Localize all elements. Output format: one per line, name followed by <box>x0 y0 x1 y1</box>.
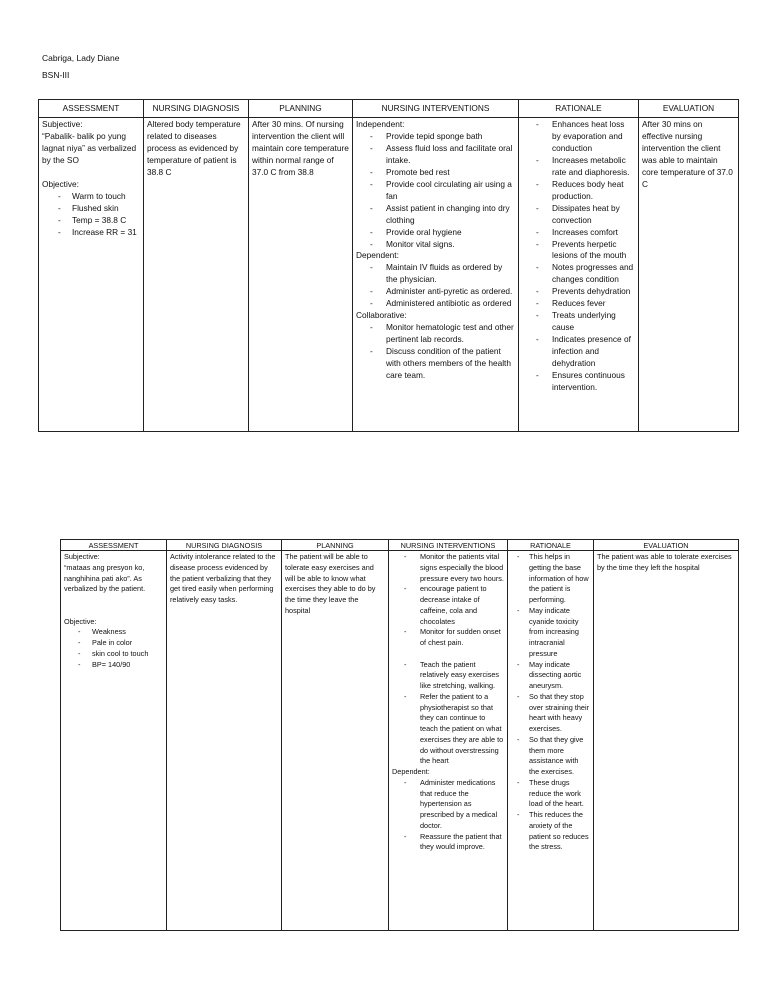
bullet-dash: - <box>370 346 373 357</box>
bullet-dash: - <box>536 226 539 237</box>
list-item-text: Increases metabolic rate and diaphoresis. <box>552 154 630 177</box>
list-item-text: Ensures continuous intervention. <box>552 370 625 392</box>
subjective-text: “mataas ang presyon ko, nanghihina pati ako”. As verbalized by the patient. <box>64 562 146 594</box>
list-item-text: Monitor vital signs. <box>386 238 455 249</box>
list-item-text: Administer medications that reduce the hypertension as prescribed by a medical doctor. <box>420 777 498 830</box>
list-item-text: BP= 140/90 <box>92 659 131 669</box>
bullet-dash: - <box>517 605 520 615</box>
objective-list <box>42 191 140 239</box>
list-item-text: Monitor the patients vital signs especially the blood pressure every two hours. <box>420 552 504 583</box>
list-item <box>522 286 635 298</box>
bullet-dash: - <box>517 659 520 669</box>
student-name: Cabriga, Lady Diane <box>42 53 120 63</box>
list-item-text: So that they give them more assistance with the exercises. <box>529 734 584 776</box>
list-item-text: Flushed skin <box>72 202 119 213</box>
subjective-text: “Pabalik- balik po yung lagnat niya” as verbalized by the SO <box>42 130 137 165</box>
bullet-dash: - <box>536 262 539 273</box>
col-evaluation: EVALUATION <box>594 540 739 551</box>
list-item-text: Monitor for sudden onset of chest pain. <box>420 627 501 647</box>
list-item <box>522 334 635 370</box>
list-item-text: Provide tepid sponge bath <box>386 130 483 141</box>
bullet-dash: - <box>536 310 539 321</box>
list-item-text: Enhances heat loss by evaporation and conduction <box>552 119 625 153</box>
list-item <box>511 606 590 660</box>
list-item <box>356 239 515 251</box>
objective-label: Objective: <box>42 178 79 189</box>
list-item-text: May indicate dissecting aortic aneurysm. <box>529 659 582 690</box>
col-rationale: RATIONALE <box>508 540 594 551</box>
list-item <box>522 370 635 394</box>
evaluation-text: The patient was able to tolerate exercises by the time they left the hospital <box>597 552 732 572</box>
list-item-text: Pale in color <box>92 638 133 647</box>
bullet-dash: - <box>517 810 520 819</box>
list-item-text: Assess fluid loss and facilitate oral intake. <box>386 142 513 165</box>
bullet-dash: - <box>517 691 520 701</box>
list-item <box>522 262 635 286</box>
col-nursing-interventions: NURSING INTERVENTIONS <box>389 540 508 551</box>
list-item <box>42 215 140 227</box>
list-item-text: Promote bed rest <box>386 166 450 177</box>
list-item-text: encourage patient to decrease intake of caffeine, cola and chocolates <box>420 584 487 626</box>
list-item <box>64 660 163 671</box>
assessment-cell <box>61 551 167 931</box>
independent-label: Independent: <box>356 119 405 129</box>
list-item <box>42 191 140 203</box>
list-item-text: So that they stop over straining their heart with heavy exercises. <box>529 691 590 733</box>
list-item <box>356 346 515 382</box>
bullet-dash: - <box>58 214 61 225</box>
independent-list-a <box>392 552 504 649</box>
care-plan-table-1 <box>38 99 739 432</box>
rationale-list <box>511 552 590 853</box>
list-item <box>64 649 163 660</box>
list-item <box>522 203 635 227</box>
bullet-dash: - <box>517 552 520 561</box>
list-item-text: Increases comfort <box>552 226 618 237</box>
list-item-text: Reassure the patient that they would improve. <box>420 831 502 852</box>
objective-list <box>64 627 163 670</box>
col-nursing-diagnosis: NURSING DIAGNOSIS <box>144 100 249 118</box>
bullet-dash: - <box>404 777 407 787</box>
list-item <box>392 627 504 649</box>
list-item-text: Maintain IV fluids as ordered by the physician. <box>386 262 503 285</box>
list-item <box>42 203 140 215</box>
bullet-dash: - <box>58 202 61 213</box>
list-item-text: This reduces the anxiety of the patient so reduces the stress. <box>529 810 589 852</box>
bullet-dash: - <box>370 226 373 237</box>
list-item <box>356 179 515 203</box>
list-item-text: Teach the patient relatively easy exercises like stretching, walking. <box>420 659 500 690</box>
list-item-text: Assist patient in changing into dry clothing <box>386 202 510 225</box>
bullet-dash: - <box>58 190 61 201</box>
list-item-text: Provide oral hygiene <box>386 226 462 237</box>
interventions-cell <box>353 118 519 432</box>
list-item <box>392 660 504 692</box>
list-item <box>356 143 515 167</box>
list-item-text: Provide cool circulating air using a fan <box>386 178 512 201</box>
list-item <box>392 552 504 584</box>
evaluation-cell <box>594 551 739 931</box>
bullet-dash: - <box>517 734 520 744</box>
col-rationale: RATIONALE <box>519 100 639 118</box>
bullet-dash: - <box>404 691 407 701</box>
list-item <box>522 227 635 239</box>
list-item-text: These drugs reduce the work load of the heart. <box>529 777 584 809</box>
bullet-dash: - <box>78 648 81 658</box>
col-assessment: ASSESSMENT <box>39 100 144 118</box>
list-item <box>42 227 140 239</box>
list-item <box>511 810 590 853</box>
list-item-text: Discuss condition of the patient with others members of the health care team. <box>386 346 511 381</box>
bullet-dash: - <box>536 119 539 129</box>
col-planning: PLANNING <box>249 100 353 118</box>
evaluation-cell <box>639 118 739 432</box>
list-item <box>356 262 515 286</box>
bullet-dash: - <box>78 659 81 669</box>
rationale-cell <box>519 118 639 432</box>
dependent-label: Dependent: <box>392 767 430 776</box>
list-item <box>511 660 590 692</box>
independent-list-b <box>392 660 504 768</box>
bullet-dash: - <box>78 627 81 637</box>
planning-text: The patient will be able to tolerate easy exercises and will be able to know what exercises they able to do by the time they leave the hospital <box>285 552 376 615</box>
list-item <box>511 735 590 778</box>
planning-cell <box>249 118 353 432</box>
collaborative-list <box>356 322 515 382</box>
list-item-text: Monitor hematologic test and other pertinent lab records. <box>386 322 514 345</box>
bullet-dash: - <box>370 142 373 153</box>
diagnosis-text: Activity intolerance related to the disease process evidenced by the patient verbalizing that they get tired easily when performing relatively easy tasks. <box>170 552 276 604</box>
list-item-text: May indicate cyanide toxicity from increasing intracranial pressure <box>529 605 579 658</box>
student-course: BSN-III <box>42 70 70 80</box>
collaborative-label: Collaborative: <box>356 310 407 321</box>
bullet-dash: - <box>404 831 407 841</box>
list-item <box>522 239 635 263</box>
list-item <box>522 179 635 203</box>
dependent-list <box>392 778 504 853</box>
list-item <box>356 286 515 298</box>
list-item <box>356 167 515 179</box>
rationale-cell <box>508 551 594 931</box>
list-item-text: Dissipates heat by convection <box>552 202 620 225</box>
list-item-text: Treats underlying cause <box>552 310 616 333</box>
list-item-text: Reduces body heat production. <box>552 178 624 201</box>
list-item <box>356 322 515 346</box>
list-item-text: Weakness <box>92 627 126 637</box>
diagnosis-text: Altered body temperature related to diseases process as evidenced by temperature of patient is 38.8 C <box>147 119 241 177</box>
bullet-dash: - <box>58 226 61 237</box>
list-item <box>522 119 635 155</box>
bullet-dash: - <box>536 286 539 297</box>
diagnosis-cell <box>167 551 282 931</box>
bullet-dash: - <box>404 659 407 669</box>
bullet-dash: - <box>536 370 539 381</box>
list-item-text: Temp = 38.8 C <box>72 214 127 225</box>
bullet-dash: - <box>404 584 407 594</box>
bullet-dash: - <box>536 298 539 309</box>
bullet-dash: - <box>404 627 407 637</box>
bullet-dash: - <box>370 298 373 309</box>
list-item <box>522 155 635 179</box>
bullet-dash: - <box>404 552 407 561</box>
list-item <box>356 131 515 143</box>
list-item <box>392 692 504 767</box>
objective-label: Objective: <box>64 616 97 626</box>
col-nursing-interventions: NURSING INTERVENTIONS <box>353 100 519 118</box>
bullet-dash: - <box>536 238 539 249</box>
dependent-list <box>356 262 515 310</box>
list-item <box>392 584 504 627</box>
bullet-dash: - <box>78 638 81 647</box>
list-item <box>392 778 504 832</box>
planning-cell <box>282 551 389 931</box>
list-item-text: Prevents herpetic lesions of the mouth <box>552 238 627 261</box>
bullet-dash: - <box>370 202 373 213</box>
list-item-text: Notes progresses and changes condition <box>552 262 634 285</box>
col-assessment: ASSESSMENT <box>61 540 167 551</box>
subjective-label: Subjective: <box>42 119 83 129</box>
interventions-cell <box>389 551 508 931</box>
rationale-list <box>522 119 635 394</box>
list-item-text: Administered antibiotic as ordered <box>386 298 512 309</box>
col-planning: PLANNING <box>282 540 389 551</box>
list-item <box>511 552 590 606</box>
list-item-text: Administer anti-pyretic as ordered. <box>386 286 513 297</box>
bullet-dash: - <box>536 202 539 213</box>
assessment-cell <box>39 118 144 432</box>
bullet-dash: - <box>370 238 373 249</box>
list-item <box>511 778 590 810</box>
evaluation-text: After 30 mins on effective nursing intervention the client was able to maintain core temperature of 37.0 C <box>642 119 733 189</box>
list-item <box>64 627 163 638</box>
list-item-text: This helps in getting the base information of how the patient is performing. <box>529 552 589 604</box>
list-item <box>522 310 635 334</box>
list-item-text: Refer the patient to a physiotherapist so that they can continue to teach the patient on what exercises they are able to do without overstressing the heart <box>420 691 504 766</box>
list-item <box>356 298 515 310</box>
list-item <box>64 638 163 649</box>
subjective-label: Subjective: <box>64 552 100 561</box>
dependent-label: Dependent: <box>356 250 399 261</box>
list-item-text: Indicates presence of infection and dehydration <box>552 334 631 369</box>
bullet-dash: - <box>517 777 520 787</box>
bullet-dash: - <box>370 178 373 189</box>
bullet-dash: - <box>370 166 373 177</box>
independent-list <box>356 131 515 251</box>
list-item-text: Warm to touch <box>72 190 126 201</box>
care-plan-table-2 <box>60 539 739 931</box>
list-item-text: skin cool to touch <box>92 648 149 658</box>
col-evaluation: EVALUATION <box>639 100 739 118</box>
list-item <box>511 692 590 735</box>
bullet-dash: - <box>536 178 539 189</box>
bullet-dash: - <box>370 286 373 297</box>
list-item-text: Prevents dehydration <box>552 286 631 297</box>
col-nursing-diagnosis: NURSING DIAGNOSIS <box>167 540 282 551</box>
bullet-dash: - <box>536 334 539 345</box>
list-item <box>522 298 635 310</box>
list-item <box>392 832 504 854</box>
bullet-dash: - <box>370 130 373 141</box>
list-item <box>356 227 515 239</box>
planning-text: After 30 mins. Of nursing intervention the client will maintain core temperature within normal range of 37.0 C from 38.8 <box>252 119 349 177</box>
bullet-dash: - <box>370 322 373 333</box>
list-item <box>356 203 515 227</box>
list-item-text: Reduces fever <box>552 298 606 309</box>
list-item-text: Increase RR = 31 <box>72 226 137 237</box>
bullet-dash: - <box>536 154 539 165</box>
bullet-dash: - <box>370 262 373 273</box>
diagnosis-cell <box>144 118 249 432</box>
